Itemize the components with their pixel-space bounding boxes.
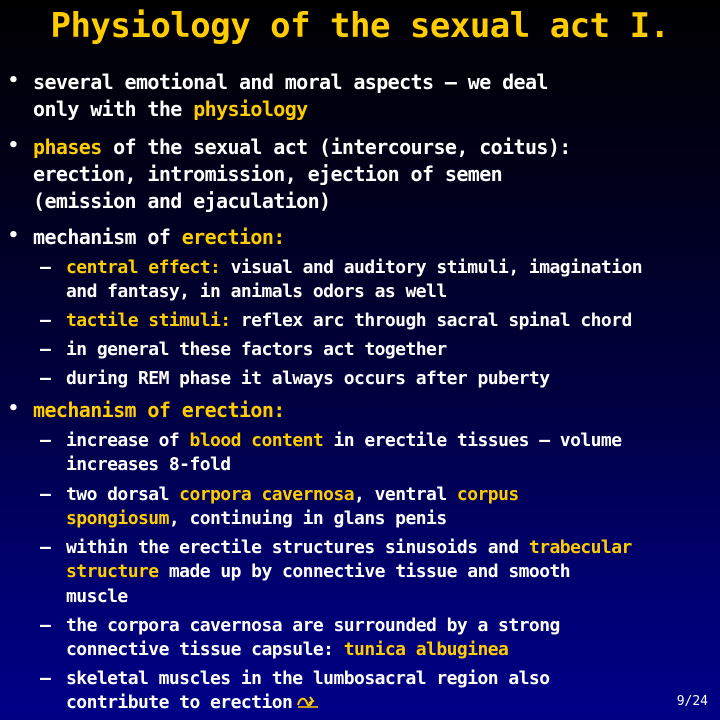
highlight-tunica-albuginea: tunica albuginea (343, 639, 509, 660)
bullet-1-line-1 (33, 70, 548, 94)
sub-3-line-1 (66, 339, 447, 360)
text-span: the corpora cavernosa are surrounded by a strong (66, 615, 560, 636)
sub-1-line-2 (66, 281, 447, 302)
highlight-structure: structure (66, 561, 159, 582)
text-span: erection, intromission, ejection of semen (33, 162, 503, 186)
bullet-1-line-2 (33, 97, 308, 121)
sub-9-line-2 (66, 692, 322, 714)
sub-4-line-1 (66, 368, 550, 389)
highlight-spongiosum: spongiosum (66, 508, 169, 529)
highlight-central-effect: central effect: (66, 257, 221, 278)
highlight-erection: erection: (181, 225, 285, 249)
sub-5-line-2 (66, 454, 231, 475)
sub-8-line-2 (66, 639, 508, 660)
text-span: visual and auditory stimuli, imagination (220, 257, 643, 278)
text-span: contribute to erection (66, 692, 293, 713)
text-span: several emotional and moral aspects – we deal (33, 70, 548, 94)
sub-7-line-3 (66, 586, 128, 607)
bullet-2-line-2 (33, 162, 502, 186)
highlight-physiology: physiology (193, 97, 308, 121)
text-span: (emission and ejaculation) (33, 189, 331, 213)
sub-7-line-1 (66, 537, 632, 558)
text-span: , ventral (354, 484, 457, 505)
text-span: connective tissue capsule: (66, 639, 344, 660)
dash-marker: – (40, 668, 51, 689)
highlight-trabecular: trabecular (528, 537, 632, 558)
bullet-marker: • (8, 225, 19, 246)
page-number: 9/24 (676, 694, 708, 709)
text-span: and fantasy, in animals odors as well (66, 281, 447, 302)
text-span: only with the (33, 97, 194, 121)
highlight-mechanism: mechanism of erection: (33, 398, 285, 422)
sub-5-line-1 (66, 430, 622, 451)
text-span: skeletal muscles in the lumbosacral region also (66, 668, 550, 689)
highlight-tactile-stimuli: tactile stimuli: (66, 310, 231, 331)
dash-marker: – (40, 257, 51, 278)
dash-marker: – (40, 339, 51, 360)
highlight-blood-content: blood content (189, 430, 324, 451)
text-span: of the sexual act (intercourse, coitus): (101, 135, 571, 159)
dash-marker: – (40, 310, 51, 331)
highlight-corpora-cavernosa: corpora cavernosa (179, 484, 355, 505)
bullet-marker: • (8, 70, 19, 91)
text-span: in erectile tissues – volume (323, 430, 622, 451)
sub-6-line-1 (66, 484, 519, 505)
text-span: increase of (66, 430, 190, 451)
sub-2-line-1 (66, 310, 632, 331)
dash-marker: – (40, 430, 51, 451)
text-span: made up by connective tissue and smooth (158, 561, 571, 582)
bullet-2-line-1 (33, 135, 571, 159)
dash-marker: – (40, 368, 51, 389)
sub-1-line-1 (66, 257, 642, 278)
sub-6-line-2 (66, 508, 447, 529)
text-span: in general these factors act together (66, 339, 447, 360)
text-span: increases 8-fold (66, 454, 231, 475)
bullet-marker: • (8, 398, 19, 419)
bullet-2-line-3 (33, 189, 330, 213)
highlight-corpus: corpus (456, 484, 519, 505)
text-span: two dorsal (66, 484, 180, 505)
slide-title: Physiology of the sexual act I. (50, 6, 670, 46)
text-span: muscle (66, 586, 128, 607)
highlight-phases: phases (33, 135, 102, 159)
dash-marker: – (40, 484, 51, 505)
text-span: mechanism of (33, 225, 182, 249)
hyperlink-action-icon[interactable] (296, 693, 322, 714)
text-span: , continuing in glans penis (168, 508, 447, 529)
bullet-4-line-1 (33, 398, 285, 422)
text-span: within the erectile structures sinusoids and (66, 537, 529, 558)
sub-9-line-1 (66, 668, 550, 689)
text-span: during REM phase it always occurs after puberty (66, 368, 550, 389)
sub-8-line-1 (66, 615, 560, 636)
sub-7-line-2 (66, 561, 570, 582)
text-span: reflex arc through sacral spinal chord (230, 310, 632, 331)
bullet-marker: • (8, 135, 19, 156)
dash-marker: – (40, 615, 51, 636)
bullet-3-line-1 (33, 225, 285, 249)
dash-marker: – (40, 537, 51, 558)
